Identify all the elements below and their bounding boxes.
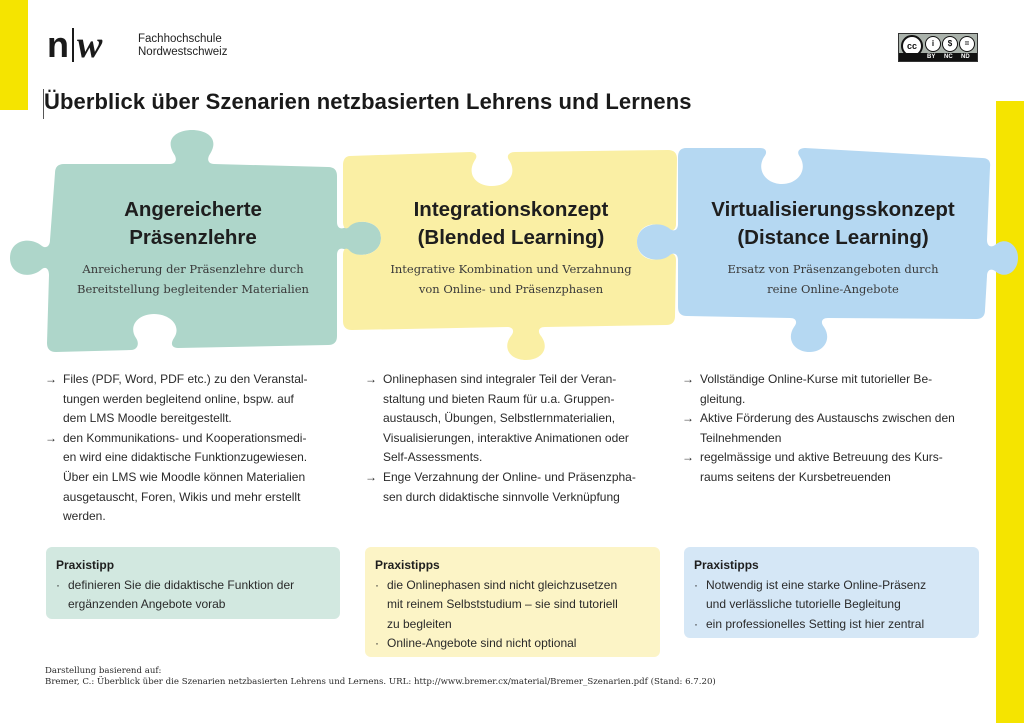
bullet-dot-icon: ·: [694, 577, 698, 592]
person-icon: i: [925, 36, 941, 52]
arrow-right-icon: →: [45, 372, 57, 386]
source-citation: [45, 666, 716, 688]
bullet-list-yellow: [365, 370, 670, 507]
bullet-item: [682, 448, 992, 487]
bullet-line: sen durch didaktische sinnvolle Verknüpfung: [383, 489, 620, 504]
bullet-item: [45, 429, 345, 527]
tip-item: [375, 576, 650, 635]
subtitle-line-1: Integrative Kombination und Verzahnung: [390, 262, 632, 276]
concept-green: [52, 196, 334, 299]
bullet-list-blue: [682, 370, 992, 488]
tip-item: [694, 615, 969, 635]
heading-line-1: Integrationskonzept: [413, 198, 609, 221]
bullet-dot-icon: ·: [56, 577, 60, 592]
concept-blue: [672, 196, 994, 299]
institution-line-1: Fachhochschule: [138, 33, 222, 45]
concept-subtitle: [672, 259, 994, 299]
bullet-line: Enge Verzahnung der Online- und Präsenzpha-: [383, 469, 636, 484]
concept-subtitle: [345, 259, 677, 299]
subtitle-line-1: Ersatz von Präsenzangeboten durch: [727, 262, 939, 276]
bullet-line: Vollständige Online-Kurse mit tutorieller Be-: [700, 372, 933, 386]
bullet-dot-icon: ·: [375, 577, 379, 592]
tip-title: Praxistipps: [375, 558, 440, 572]
concept-heading: [345, 196, 677, 252]
tip-item: [694, 576, 969, 615]
bullet-item: [682, 409, 992, 448]
license-nc: NC: [944, 54, 953, 60]
heading-line-2: (Distance Learning): [737, 226, 929, 249]
bullet-line: Über ein LMS wie Moodle können Materialien: [63, 469, 306, 484]
arrow-right-icon: →: [365, 469, 377, 484]
logo-mark-w: w: [77, 24, 103, 66]
heading-line-2: (Blended Learning): [417, 226, 605, 249]
heading-line-1: Virtualisierungsskonzept: [711, 198, 955, 221]
concept-heading: [672, 196, 994, 252]
source-line-2: Bremer, C.: Überblick über die Szenarien netzbasierten Lehrens und Lernens. URL: http://www.bremer.cx/material/Bremer_Szenarien.pdf (Stand: 6.7.20): [45, 677, 716, 687]
bullet-line: austausch, Übungen, Selbstlernmaterialien,: [383, 411, 616, 426]
tip-line: und verlässliche tutorielle Begleitung: [706, 597, 901, 612]
bullet-line: en wird eine didaktische Funktionzugewiesen.: [63, 450, 308, 465]
tip-item: [375, 634, 650, 654]
tip-line: ergänzenden Angebote vorab: [68, 597, 226, 612]
no-dollar-icon: $: [942, 36, 958, 52]
tip-box-yellow: [365, 547, 660, 657]
license-nd: ND: [961, 54, 970, 60]
tip-line: Online-Angebote sind nicht optional: [387, 636, 577, 651]
bullet-item: [365, 370, 670, 468]
bullet-line: staltung und bieten Raum für u.a. Gruppen-: [383, 391, 615, 406]
arrow-right-icon: →: [682, 411, 694, 426]
tip-line: mit reinem Selbststudium – sie sind tutoriell: [387, 597, 618, 612]
concept-subtitle: [52, 259, 334, 299]
subtitle-line-1: Anreicherung der Präsenzlehre durch: [82, 262, 304, 276]
tip-box-blue: [684, 547, 979, 638]
cc-icon: cc: [901, 35, 923, 57]
bullet-line: Onlinephasen sind integraler Teil der Veran-: [383, 372, 617, 386]
bullet-line: werden.: [63, 509, 106, 524]
arrow-right-icon: →: [682, 372, 694, 386]
bullet-item: [682, 370, 992, 409]
subtitle-line-2: Bereitstellung begleitender Materialien: [77, 282, 309, 296]
bullet-line: Aktive Förderung des Austauschs zwischen den: [700, 411, 955, 426]
bullet-line: ausgetauscht, Foren, Wikis und mehr erstellt: [63, 489, 301, 504]
tip-item: [56, 576, 330, 615]
bullet-line: Visualisierungen, interaktive Animationen oder: [383, 430, 629, 445]
equals-icon: =: [959, 36, 975, 52]
logo-mark-n: n: [47, 24, 68, 65]
bullet-dot-icon: ·: [694, 616, 698, 631]
heading-line-1: Angereicherte: [124, 198, 262, 221]
subtitle-line-2: reine Online-Angebote: [767, 282, 899, 296]
bullet-line: tungen werden begleitend online, bspw. auf: [63, 391, 294, 406]
bullet-line: Files (PDF, Word, PDF etc.) zu den Veranstal-: [63, 372, 308, 386]
license-by: BY: [927, 54, 936, 60]
bullet-line: dem LMS Moodle bereitgestellt.: [63, 411, 232, 426]
bullet-list-green: [45, 370, 345, 527]
tip-title: Praxistipp: [56, 558, 115, 572]
bullet-item: [365, 468, 670, 507]
bullet-line: Teilnehmenden: [700, 430, 782, 445]
subtitle-line-2: von Online- und Präsenzphasen: [418, 282, 604, 296]
tip-line: ein professionelles Setting ist hier zentral: [706, 616, 925, 631]
tip-line: die Onlinephasen sind nicht gleichzusetzen: [387, 577, 618, 592]
tip-box-green: [46, 547, 340, 619]
tip-line: Notwendig ist eine starke Online-Präsenz: [706, 577, 927, 592]
bullet-line: gleitung.: [700, 391, 746, 406]
concept-yellow: [345, 196, 677, 299]
concept-heading: [52, 196, 334, 252]
page-title: Überblick über Szenarien netzbasierten Lehrens und Lernens: [44, 89, 692, 114]
bullet-line: Self-Assessments.: [383, 450, 483, 465]
tip-title: Praxistipps: [694, 558, 759, 572]
arrow-right-icon: →: [45, 430, 57, 445]
bullet-dot-icon: ·: [375, 636, 379, 651]
tip-line: definieren Sie die didaktische Funktion der: [68, 577, 295, 592]
institution-line-2: Nordwestschweiz: [138, 46, 228, 58]
arrow-right-icon: →: [365, 372, 377, 386]
source-line-1: Darstellung basierend auf:: [45, 666, 162, 676]
bullet-line: den Kommunikations- und Kooperationsmedi-: [63, 430, 307, 445]
arrow-right-icon: →: [682, 450, 694, 465]
bullet-line: raums seitens der Kursbetreuenden: [700, 469, 891, 484]
heading-line-2: Präsenzlehre: [129, 226, 257, 249]
bullet-line: regelmässige und aktive Betreuung des Kurs-: [700, 450, 943, 465]
tip-line: zu begleiten: [387, 616, 452, 631]
bullet-item: [45, 370, 345, 429]
